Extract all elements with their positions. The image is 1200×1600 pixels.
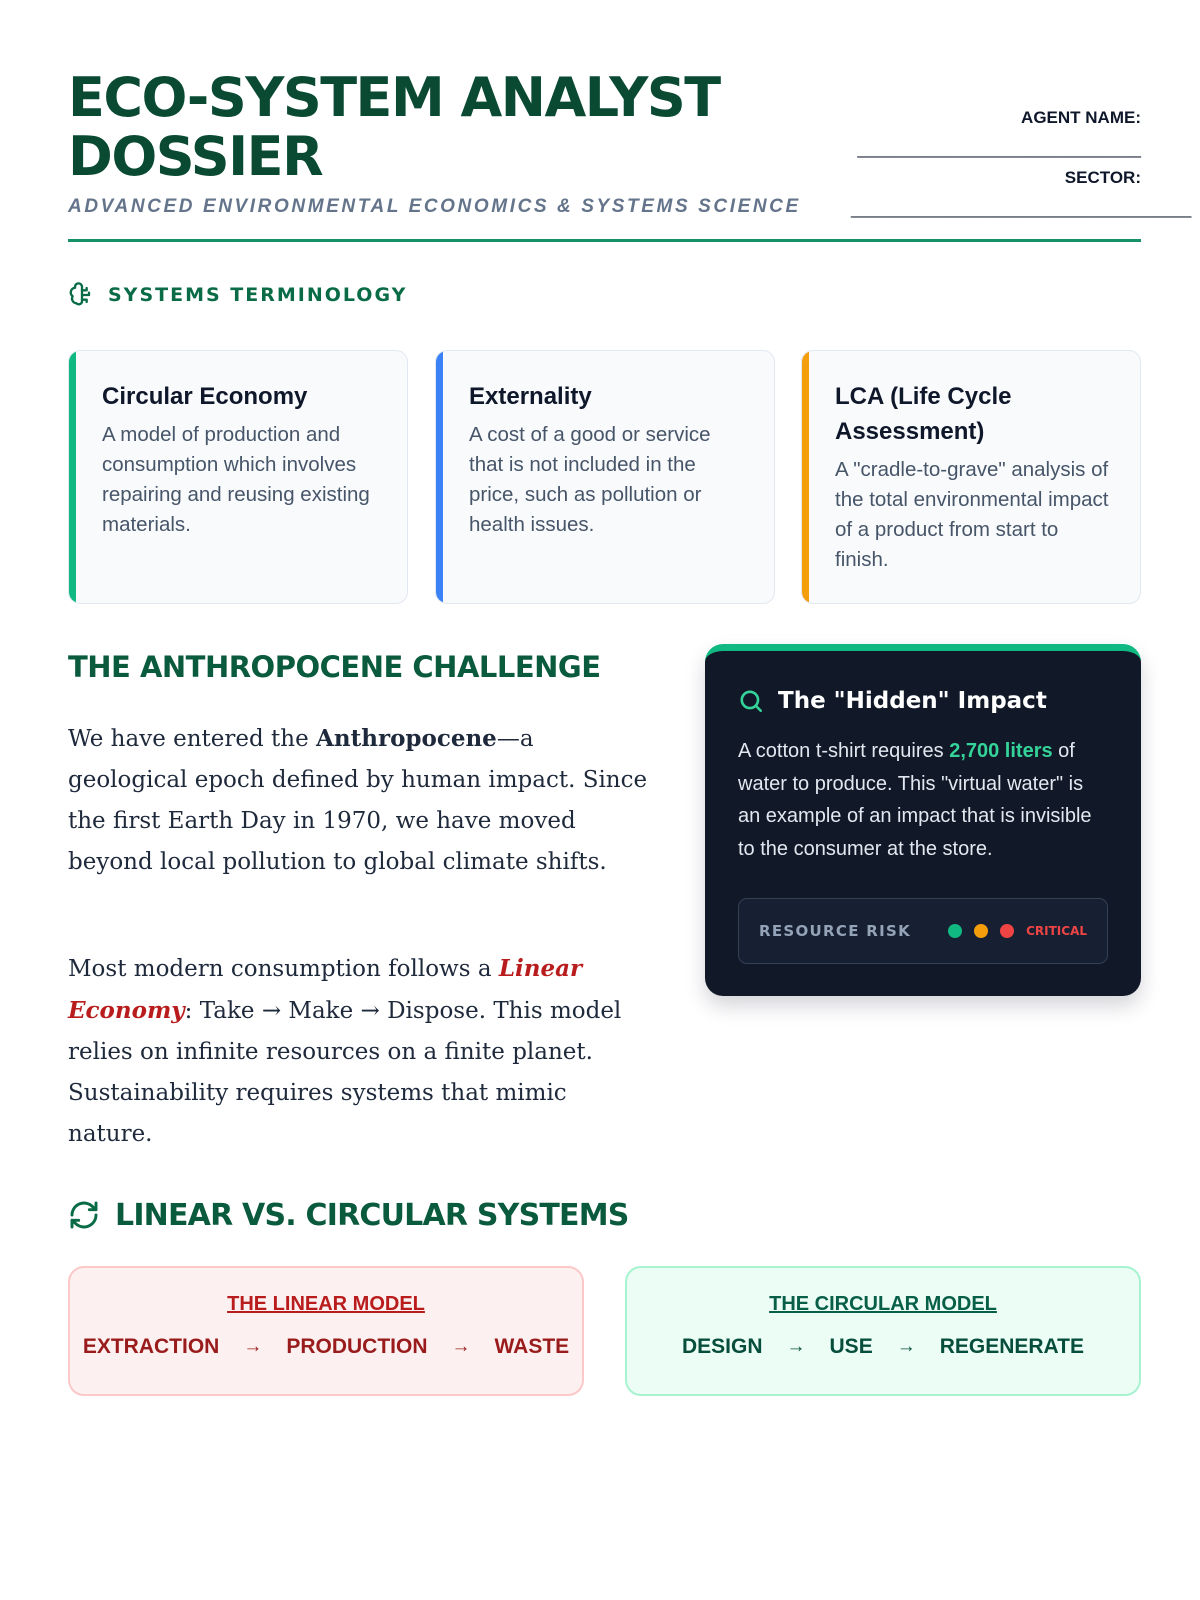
flow-arrow: →: [451, 1336, 471, 1357]
page-title: ECO-SYSTEM ANALYST DOSSIER: [68, 66, 720, 188]
linear-step: PRODUCTION: [286, 1335, 428, 1358]
term-card-circular-economy: [68, 350, 408, 604]
term-card-externality: [435, 350, 775, 604]
systems-heading-label: LINEAR VS. CIRCULAR SYSTEMS: [115, 1197, 629, 1233]
page-header: [68, 66, 1192, 242]
linear-step: EXTRACTION: [82, 1335, 220, 1358]
risk-dot-red: [1000, 924, 1014, 938]
term-card-lca: [801, 350, 1141, 604]
agent-name-field[interactable]: ______________________________: [857, 139, 1141, 158]
circular-flow: [627, 1335, 1139, 1359]
term-definition: A "cradle-to-grave" analysis of the total environmental impact of a product from start to finish.: [835, 458, 1109, 571]
impact-text-b: of water to produce. This "virtual water" is an example of an impact that is invisible to the consumer at the store.: [738, 740, 1092, 860]
circular-step: USE: [829, 1335, 873, 1358]
impact-highlight: 2,700 liters: [949, 740, 1053, 762]
term-definition: A cost of a good or service that is not included in the price, such as pollution or health issues.: [469, 423, 711, 536]
p2-text-b: : Take → Make → Dispose. This model relies on infinite resources on a finite planet. Sustainability requires systems that mimic nature.: [68, 998, 622, 1147]
terminology-heading: [68, 280, 407, 310]
anthropocene-paragraph-2: [68, 948, 648, 1155]
term-title: LCA (Life Cycle Assessment): [835, 383, 1012, 445]
linear-flow: [70, 1335, 582, 1359]
anthropocene-heading: THE ANTHROPOCENE CHALLENGE: [68, 650, 601, 684]
risk-dot-amber: [974, 924, 988, 938]
term-title: Circular Economy: [102, 383, 308, 410]
systems-heading: [68, 1195, 629, 1235]
search-icon: [738, 688, 764, 714]
p1-bold-term: Anthropocene: [316, 725, 497, 752]
linear-model-title: THE LINEAR MODEL: [227, 1293, 425, 1315]
linear-step: WASTE: [494, 1335, 570, 1358]
resource-risk-meter: [738, 898, 1108, 964]
hidden-impact-panel: [705, 644, 1141, 996]
circular-model-title: THE CIRCULAR MODEL: [769, 1293, 997, 1315]
impact-text-a: A cotton t-shirt requires: [738, 740, 950, 762]
sector-label: SECTOR:: [1064, 168, 1141, 187]
risk-dot-green: [948, 924, 962, 938]
term-definition: A model of production and consumption which involves repairing and reusing existing materials.: [102, 423, 370, 536]
p2-text-a: Most modern consumption follows a: [68, 956, 499, 982]
term-title: Externality: [469, 383, 592, 410]
impact-text: [738, 735, 1108, 865]
agent-name-label: AGENT NAME:: [1021, 108, 1141, 127]
p1-text-a: We have entered the: [68, 726, 317, 752]
page-subtitle: ADVANCED ENVIRONMENTAL ECONOMICS & SYSTEMS SCIENCE: [68, 196, 801, 217]
linear-model-card: [68, 1266, 584, 1396]
anthropocene-paragraph-1: [68, 718, 648, 883]
dossier-page: [68, 0, 1192, 1600]
flow-arrow: →: [896, 1336, 916, 1357]
refresh-icon: [68, 1199, 100, 1231]
p1-text-b: —a geological epoch defined by human impact. Since the first Earth Day in 1970, we have moved beyond local pollution to global climate shifts.: [68, 726, 648, 875]
sector-field[interactable]: ____________________________________: [851, 199, 1192, 218]
impact-title: The "Hidden" Impact: [778, 688, 1047, 714]
circular-step: DESIGN: [682, 1335, 763, 1358]
risk-label: RESOURCE RISK: [759, 922, 912, 940]
circular-step: REGENERATE: [939, 1335, 1084, 1358]
flow-arrow: →: [786, 1336, 806, 1357]
terminology-heading-label: SYSTEMS TERMINOLOGY: [108, 284, 408, 306]
terminology-cards: [68, 350, 1141, 604]
p2-highlight-term: Linear Economy: [68, 955, 583, 1024]
brain-icon: [68, 281, 96, 309]
circular-model-card: [625, 1266, 1141, 1396]
flow-arrow: →: [243, 1336, 263, 1357]
impact-header: [738, 683, 1108, 719]
risk-status-badge: CRITICAL: [1026, 924, 1087, 938]
agent-form: [851, 108, 1192, 228]
